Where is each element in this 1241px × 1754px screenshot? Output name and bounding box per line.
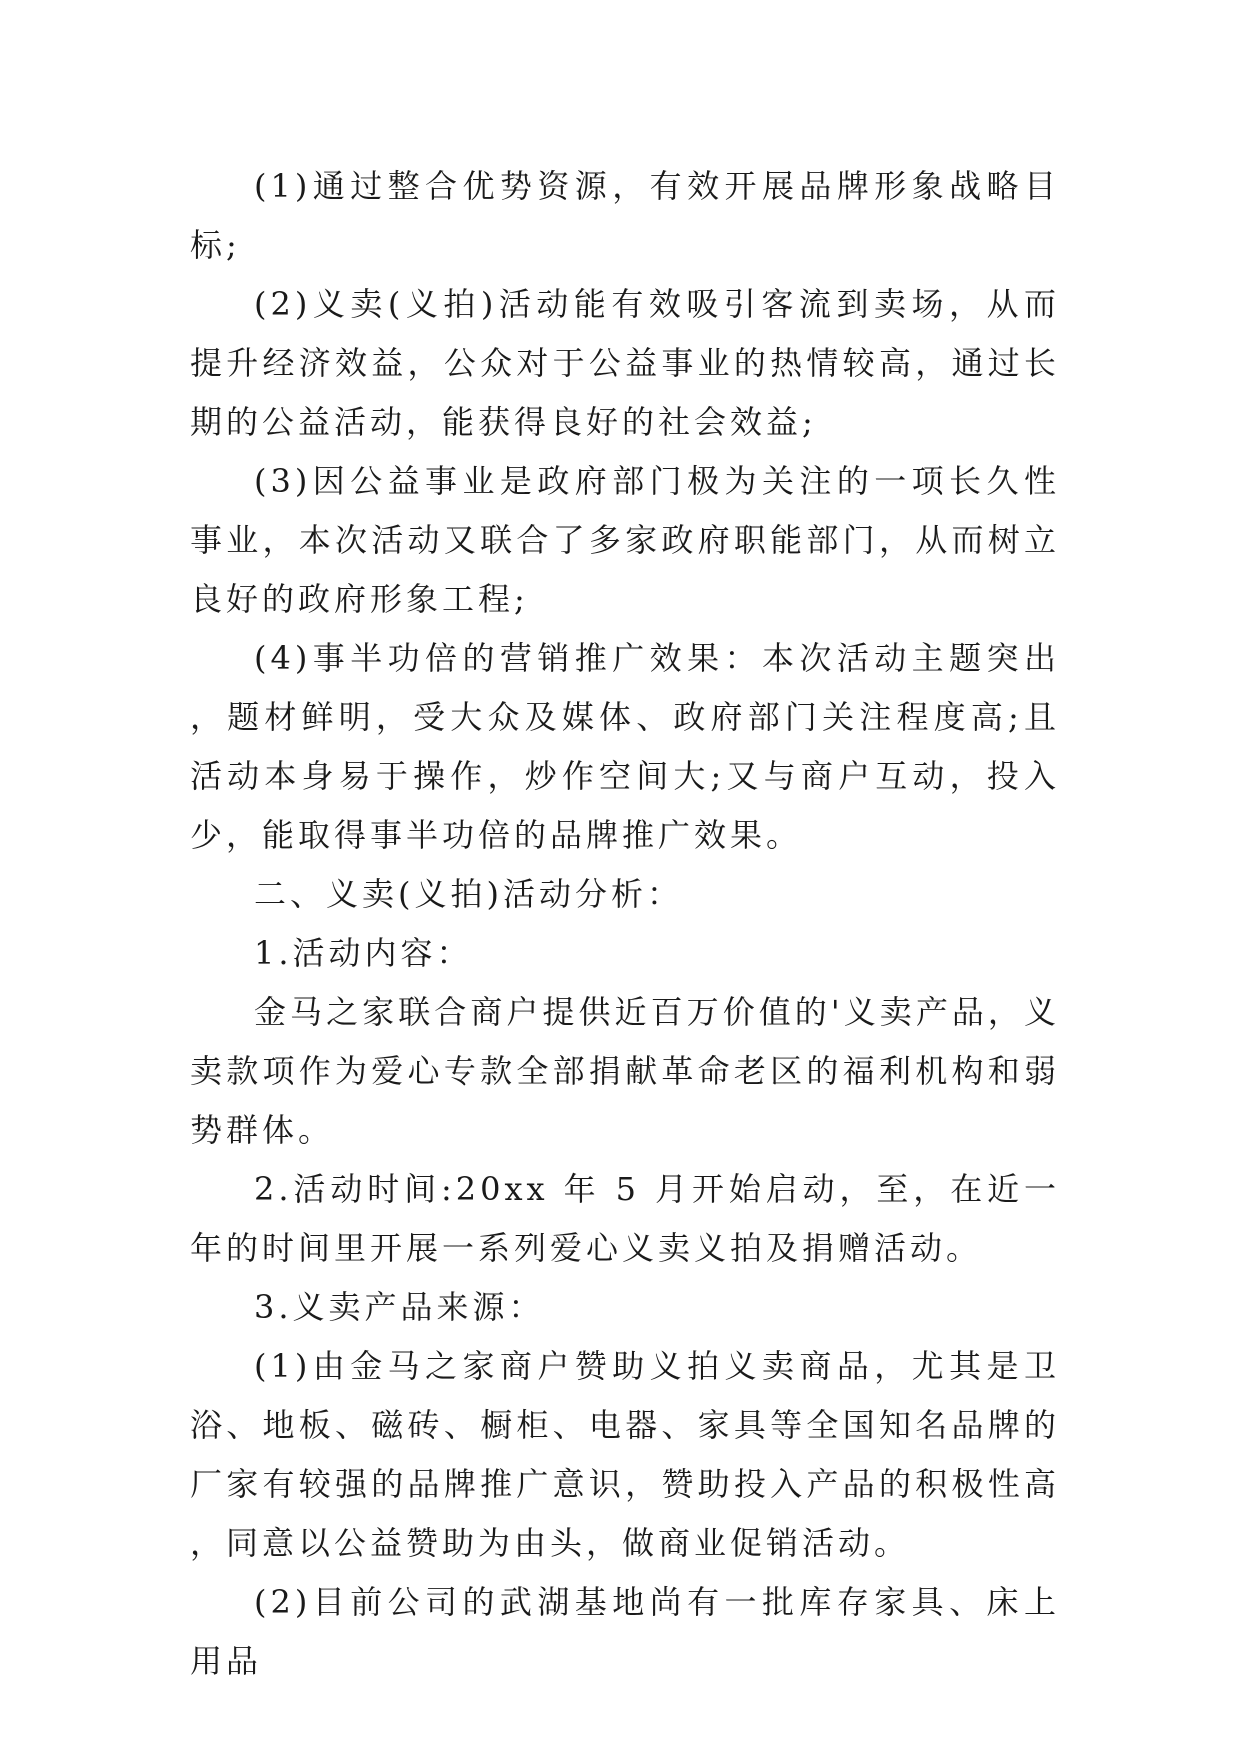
paragraph-marketing-effect: (4)事半功倍的营销推广效果：本次活动主题突出，题材鲜明，受大众及媒体、政府部门关注程度高;且活动本身易于操作，炒作空间大;又与商户互动，投入少，能取得事半功倍的品牌推广效果。 — [190, 639, 1060, 854]
document-body — [190, 157, 1060, 1691]
paragraph-inventory: (2)目前公司的武湖基地尚有一批库存家具、床上用品 — [190, 1583, 1060, 1680]
paragraph-economic-benefit: (2)义卖(义拍)活动能有效吸引客流到卖场，从而提升经济效益，公众对于公益事业的热情较高，通过长期的公益活动，能获得良好的社会效益; — [190, 285, 1060, 441]
paragraph-goal: (1)通过整合优势资源，有效开展品牌形象战略目标; — [190, 167, 1060, 264]
subheading-activity-content: 1.活动内容： — [254, 934, 473, 972]
paragraph-merchant-sponsor: (1)由金马之家商户赞助义拍义卖商品，尤其是卫浴、地板、磁砖、橱柜、电器、家具等全国知名品牌的厂家有较强的品牌推广意识，赞助投入产品的积极性高，同意以公益赞助为由头，做商业促销活动。 — [190, 1347, 1060, 1562]
paragraph-activity-time: 2.活动时间:20xx 年 5 月开始启动，至，在近一年的时间里开展一系列爱心义卖义拍及捐赠活动。 — [190, 1170, 1060, 1267]
subheading-product-source: 3.义卖产品来源： — [254, 1288, 545, 1326]
paragraph-activity-content: 金马之家联合商户提供近百万价值的'义卖产品，义卖款项作为爱心专款全部捐献革命老区的福利机构和弱势群体。 — [190, 993, 1060, 1149]
paragraph-government-image: (3)因公益事业是政府部门极为关注的一项长久性事业，本次活动又联合了多家政府职能部门，从而树立良好的政府形象工程; — [190, 462, 1060, 618]
section-heading-analysis: 二、义卖(义拍)活动分析： — [254, 875, 683, 913]
